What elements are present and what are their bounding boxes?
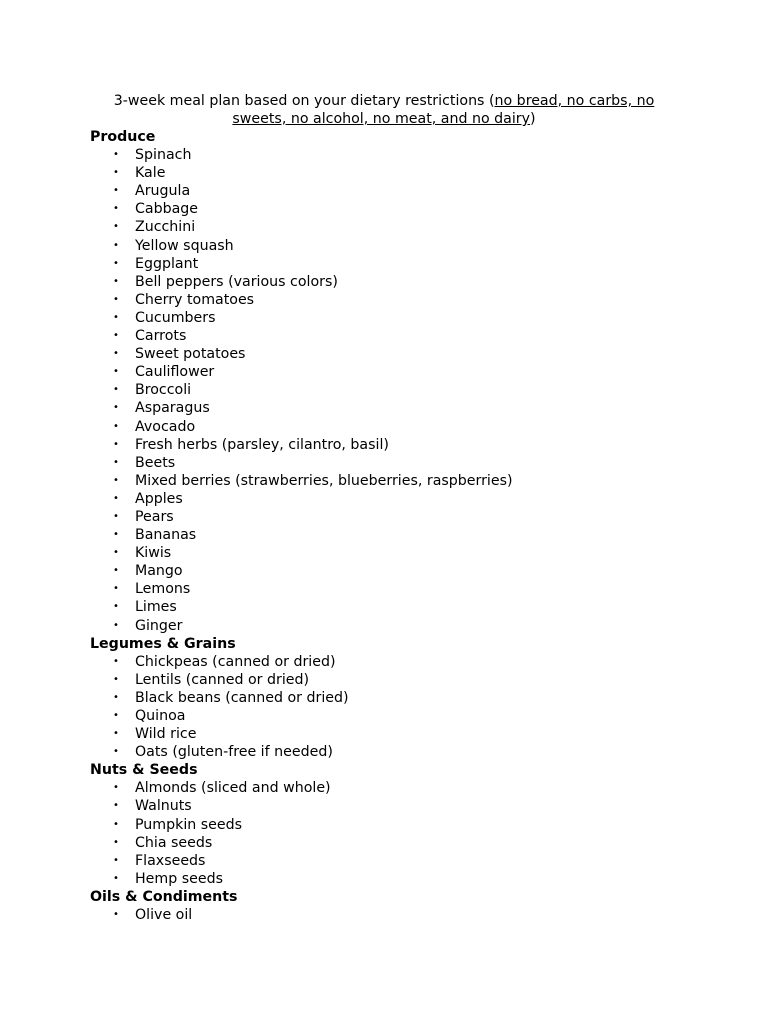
section-heading: Legumes & Grains	[90, 635, 236, 652]
bullet-icon: •	[113, 366, 119, 378]
bullet-icon: •	[113, 275, 119, 287]
bullet-icon: •	[113, 149, 119, 161]
list-item	[90, 454, 710, 472]
list-item	[90, 689, 710, 707]
bullet-icon: •	[113, 854, 119, 866]
bullet-icon: •	[113, 710, 119, 721]
bullet-icon: •	[113, 619, 119, 631]
list-item-text: Mixed berries (strawberries, blueberries, raspberries)	[135, 472, 513, 489]
section-heading: Produce	[90, 129, 156, 145]
bullet-icon: •	[113, 746, 119, 758]
list-item	[90, 146, 710, 164]
bullet-icon: •	[113, 239, 119, 251]
bullet-icon: •	[113, 384, 119, 396]
title-restrictions: no bread, no carbs, no sweets, no alcohol, no meat, and no dairy	[232, 93, 655, 127]
list-item	[90, 273, 710, 291]
bullet-icon: •	[113, 420, 119, 432]
section-list	[90, 779, 710, 888]
title-closing: )	[530, 111, 536, 127]
list-item-text: Fresh herbs (parsley, cilantro, basil)	[135, 436, 389, 453]
section-heading: Oils & Condiments	[90, 888, 238, 905]
bullet-icon: •	[113, 655, 119, 667]
list-item-text: Arugula	[135, 183, 191, 200]
list-item-text: Beets	[135, 454, 176, 471]
list-item-text: Almonds (sliced and whole)	[135, 780, 331, 797]
list-item-text: Pumpkin seeds	[135, 816, 243, 833]
list-item-text: Flaxseeds	[135, 852, 206, 869]
list-item-text: Oats (gluten-free if needed)	[135, 744, 333, 761]
list-item	[90, 381, 710, 399]
list-item-text: Ginger	[135, 617, 183, 634]
bullet-icon: •	[113, 800, 119, 812]
list-item-text: Quinoa	[135, 708, 186, 724]
list-item-text: Lentils (canned or dried)	[135, 671, 310, 688]
list-item-text: Lemons	[135, 581, 191, 598]
list-item	[90, 182, 710, 200]
bullet-icon: •	[113, 402, 119, 414]
bullet-icon: •	[113, 311, 119, 323]
list-item	[90, 472, 710, 490]
list-item	[90, 870, 710, 888]
section-heading: Nuts & Seeds	[90, 762, 198, 779]
list-item	[90, 399, 710, 417]
list-item-text: Cherry tomatoes	[135, 291, 255, 308]
list-item-text: Bananas	[135, 527, 197, 544]
list-item-text: Mango	[135, 563, 183, 580]
list-item	[90, 418, 710, 436]
list-item-text: Wild rice	[135, 726, 197, 743]
list-item-text: Chia seeds	[135, 834, 213, 851]
bullet-icon: •	[113, 728, 119, 740]
list-item	[90, 309, 710, 327]
bullet-icon: •	[113, 836, 119, 848]
list-item-text: Cauliflower	[135, 364, 215, 381]
list-item	[90, 779, 710, 797]
list-item-text: Kale	[135, 165, 166, 182]
bullet-icon: •	[113, 601, 119, 613]
bullet-icon: •	[113, 691, 119, 703]
section-list	[90, 906, 710, 924]
list-item	[90, 906, 710, 924]
list-item-text: Bell peppers (various colors)	[135, 273, 338, 290]
list-item-text: Yellow squash	[135, 237, 234, 254]
list-item-text: Olive oil	[135, 907, 193, 924]
list-item	[90, 617, 710, 635]
bullet-icon: •	[113, 203, 119, 215]
bullet-icon: •	[113, 474, 119, 486]
list-item-text: Avocado	[135, 418, 196, 435]
list-item-text: Sweet potatoes	[135, 346, 246, 363]
list-item	[90, 797, 710, 815]
list-item-text: Limes	[135, 599, 177, 616]
bullet-icon: •	[113, 547, 119, 559]
bullet-icon: •	[113, 185, 119, 197]
bullet-icon: •	[113, 872, 119, 884]
bullet-icon: •	[113, 221, 119, 233]
list-item	[90, 237, 710, 255]
list-item	[90, 218, 710, 236]
bullet-icon: •	[113, 167, 119, 179]
list-item-text: Apples	[135, 490, 183, 507]
bullet-icon: •	[113, 348, 119, 360]
list-item	[90, 291, 710, 309]
list-item	[90, 852, 710, 870]
bullet-icon: •	[113, 330, 119, 342]
list-item	[90, 653, 710, 671]
list-item-text: Hemp seeds	[135, 870, 223, 887]
list-item	[90, 327, 710, 345]
list-item-text: Pears	[135, 508, 174, 525]
bullet-icon: •	[113, 673, 119, 685]
title-text: 3-week meal plan based on your dietary restrictions (	[113, 93, 495, 109]
list-item	[90, 562, 710, 580]
list-item-text: Broccoli	[135, 382, 192, 399]
list-item	[90, 200, 710, 218]
shopping-list	[90, 128, 710, 924]
list-item	[90, 834, 710, 852]
bullet-icon: •	[113, 510, 119, 522]
bullet-icon: •	[113, 583, 119, 595]
bullet-icon: •	[113, 909, 119, 921]
bullet-icon: •	[113, 456, 119, 468]
list-item-text: Asparagus	[135, 400, 210, 417]
list-item	[90, 345, 710, 363]
bullet-icon: •	[113, 818, 119, 830]
list-item-text: Kiwis	[135, 545, 172, 562]
list-item-text: Black beans (canned or dried)	[135, 689, 349, 706]
list-item-text: Carrots	[135, 328, 187, 345]
bullet-icon: •	[113, 257, 119, 269]
bullet-icon: •	[113, 293, 119, 305]
list-item-text: Walnuts	[135, 798, 192, 815]
section-list	[90, 146, 710, 635]
list-item	[90, 490, 710, 508]
list-item	[90, 164, 710, 182]
bullet-icon: •	[113, 438, 119, 450]
bullet-icon: •	[113, 782, 119, 794]
list-item-text: Eggplant	[135, 255, 199, 272]
list-item-text: Zucchini	[135, 219, 196, 236]
list-item	[90, 508, 710, 526]
list-item	[90, 671, 710, 689]
list-item	[90, 526, 710, 544]
list-item	[90, 725, 710, 743]
list-item	[90, 598, 710, 616]
list-item	[90, 816, 710, 834]
bullet-icon: •	[113, 565, 119, 577]
list-item	[90, 363, 710, 381]
bullet-icon: •	[113, 492, 119, 504]
document-title	[90, 92, 678, 128]
list-item	[90, 436, 710, 454]
list-item-text: Cucumbers	[135, 309, 216, 326]
list-item	[90, 707, 710, 725]
bullet-icon: •	[113, 529, 119, 541]
section-list	[90, 653, 710, 762]
list-item	[90, 544, 710, 562]
list-item-text: Chickpeas (canned or dried)	[135, 653, 336, 670]
list-item	[90, 743, 710, 761]
list-item-text: Cabbage	[135, 201, 199, 218]
list-item	[90, 580, 710, 598]
list-item-text: Spinach	[135, 147, 192, 164]
list-item	[90, 255, 710, 273]
